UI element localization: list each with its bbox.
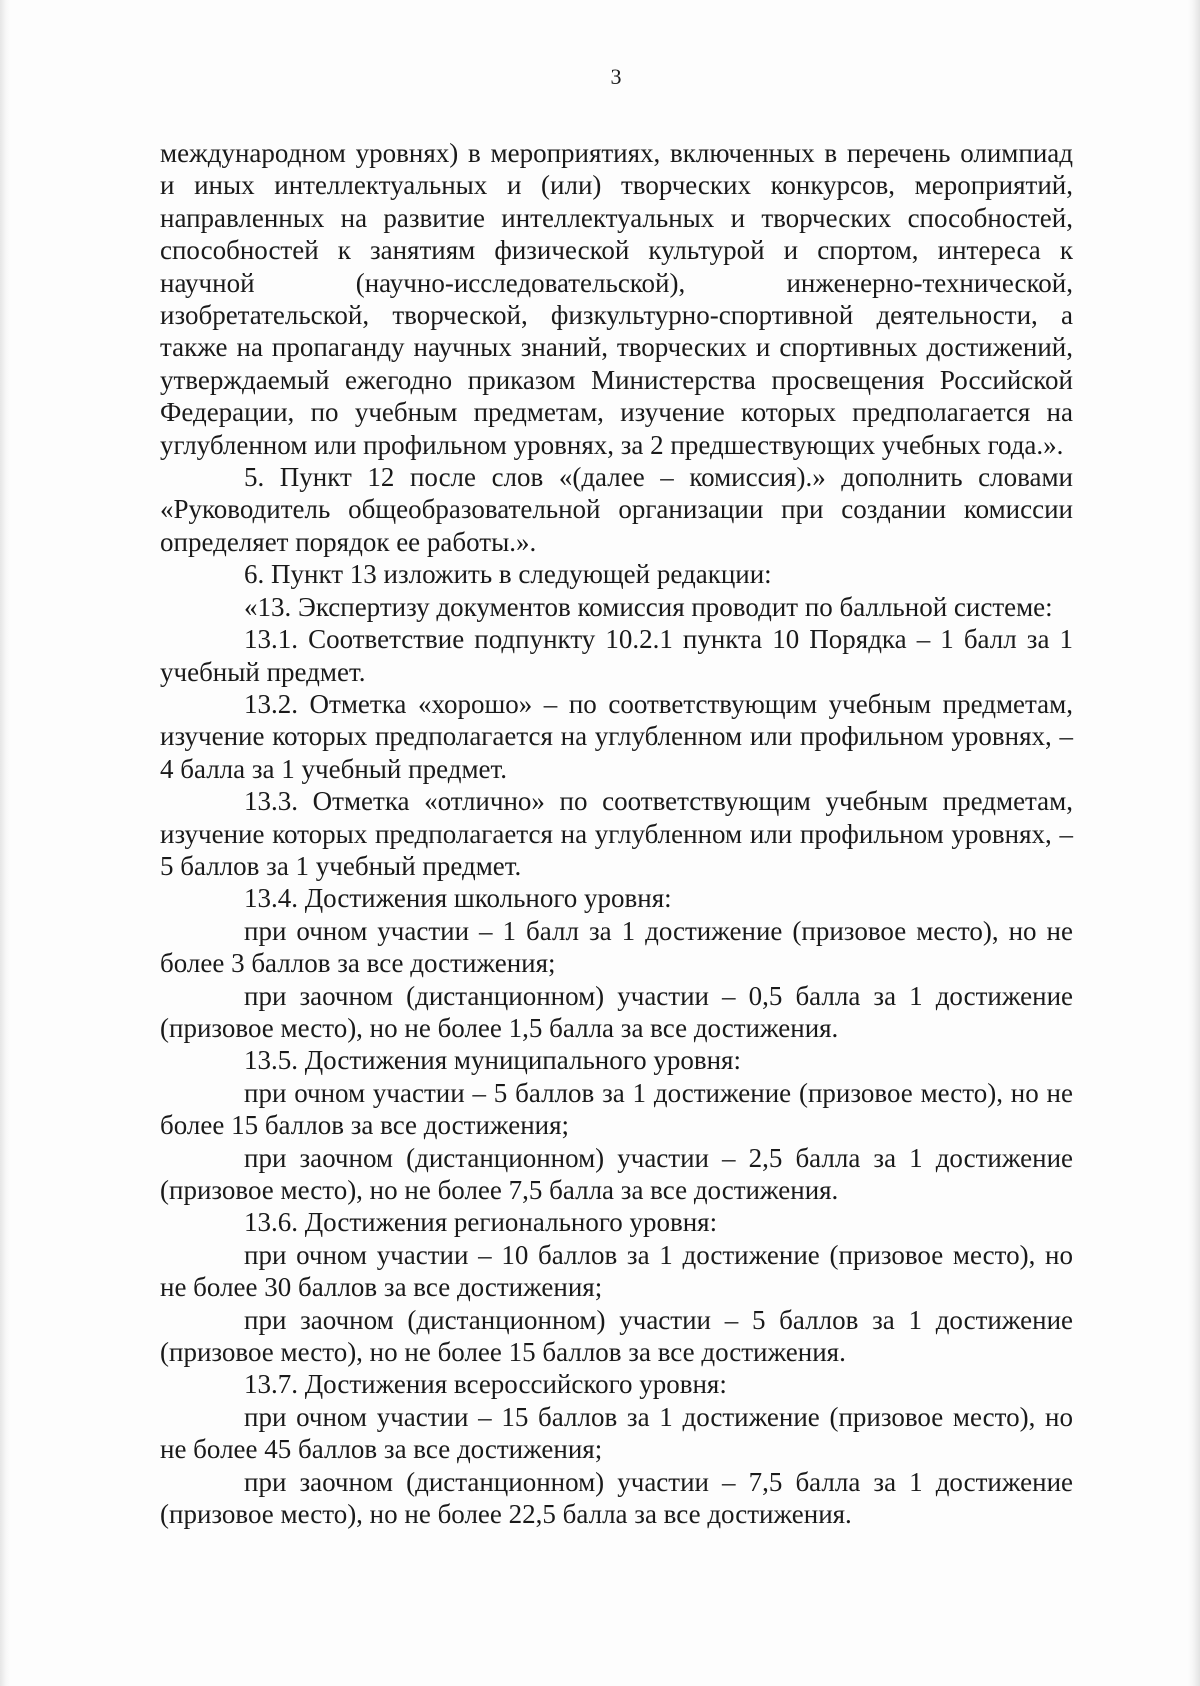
paragraph-13-intro: «13. Экспертизу документов комиссия проводит по балльной системе: xyxy=(244,591,1053,622)
paragraph-13-5-heading: 13.5. Достижения муниципального уровня: xyxy=(244,1045,741,1076)
paragraph-item-5: 5. Пункт 12 после слов «(далее – комиссия).» дополнить словами «Руководитель общеобразовательной организации при создании комиссии определяет порядок ее работы.». xyxy=(160,462,1073,557)
paragraph-13-7-in-person: при очном участии – 15 баллов за 1 достижение (призовое место), но не более 45 баллов за все достижения; xyxy=(160,1401,1073,1465)
paragraph-13-2: 13.2. Отметка «хорошо» – по соответствующим учебным предметам, изучение которых предполагается на углубленном или профильном уровнях, – 4 балла за 1 учебный предмет. xyxy=(160,688,1073,784)
paragraph-13-1: 13.1. Соответствие подпункту 10.2.1 пункта 10 Порядка – 1 балл за 1 учебный предмет. xyxy=(160,624,1073,687)
paragraph-13-3: 13.3. Отметка «отлично» по соответствующим учебным предметам, изучение которых предполагается на углубленном или профильном уровнях, – 5 баллов за 1 учебный предмет. xyxy=(160,786,1073,881)
paragraph-continuation: международном уровнях) в мероприятиях, включенных в перечень олимпиад и иных интеллектуальных и (или) творческих конкурсов, мероприятий, направленных на развитие интеллектуальных и творческих способностей, способностей к занятиям физической культурой и спортом, интереса к научной (научно-исследовательской), инженерно-технической, изобретательской, творческой, физкультурно-спортивной деятельности, а также на пропаганду научных знаний, творческих и спортивных достижений, утверждаемый ежегодно приказом Министерства просвещения Российской Федерации, по учебным предметам, изучение которых предполагается на углубленном или профильном уровнях, за 2 предшествующих учебных года.». xyxy=(160,138,1073,460)
paragraph-13-6-remote: при заочном (дистанционном) участии – 5 баллов за 1 достижение (призовое место), но не более 15 баллов за все достижения. xyxy=(160,1304,1073,1368)
page-number: 3 xyxy=(610,64,622,89)
paragraph-13-4-in-person: при очном участии – 1 балл за 1 достижение (призовое место), но не более 3 баллов за все достижения; xyxy=(160,915,1073,979)
paragraph-item-6: 6. Пункт 13 изложить в следующей редакции: xyxy=(244,559,772,590)
scan-edge-left xyxy=(0,0,10,1686)
paragraph-13-4-heading: 13.4. Достижения школьного уровня: xyxy=(244,883,672,914)
scan-edge-right xyxy=(1188,0,1200,1686)
paragraph-13-5-in-person: при очном участии – 5 баллов за 1 достижение (призовое место), но не более 15 баллов за все достижения; xyxy=(160,1077,1073,1141)
paragraph-13-5-remote: при заочном (дистанционном) участии – 2,5 балла за 1 достижение (призовое место), но не более 7,5 балла за все достижения. xyxy=(160,1142,1073,1205)
paragraph-13-6-heading: 13.6. Достижения регионального уровня: xyxy=(244,1207,718,1238)
document-body xyxy=(160,137,1073,1530)
paragraph-13-7-heading: 13.7. Достижения всероссийского уровня: xyxy=(244,1369,727,1400)
paragraph-13-7-remote: при заочном (дистанционном) участии – 7,5 балла за 1 достижение (призовое место), но не более 22,5 балла за все достижения. xyxy=(160,1466,1073,1530)
paragraph-13-6-in-person: при очном участии – 10 баллов за 1 достижение (призовое место), но не более 30 баллов за все достижения; xyxy=(160,1239,1073,1303)
paragraph-13-4-remote: при заочном (дистанционном) участии – 0,5 балла за 1 достижение (призовое место), но не более 1,5 балла за все достижения. xyxy=(160,980,1073,1043)
